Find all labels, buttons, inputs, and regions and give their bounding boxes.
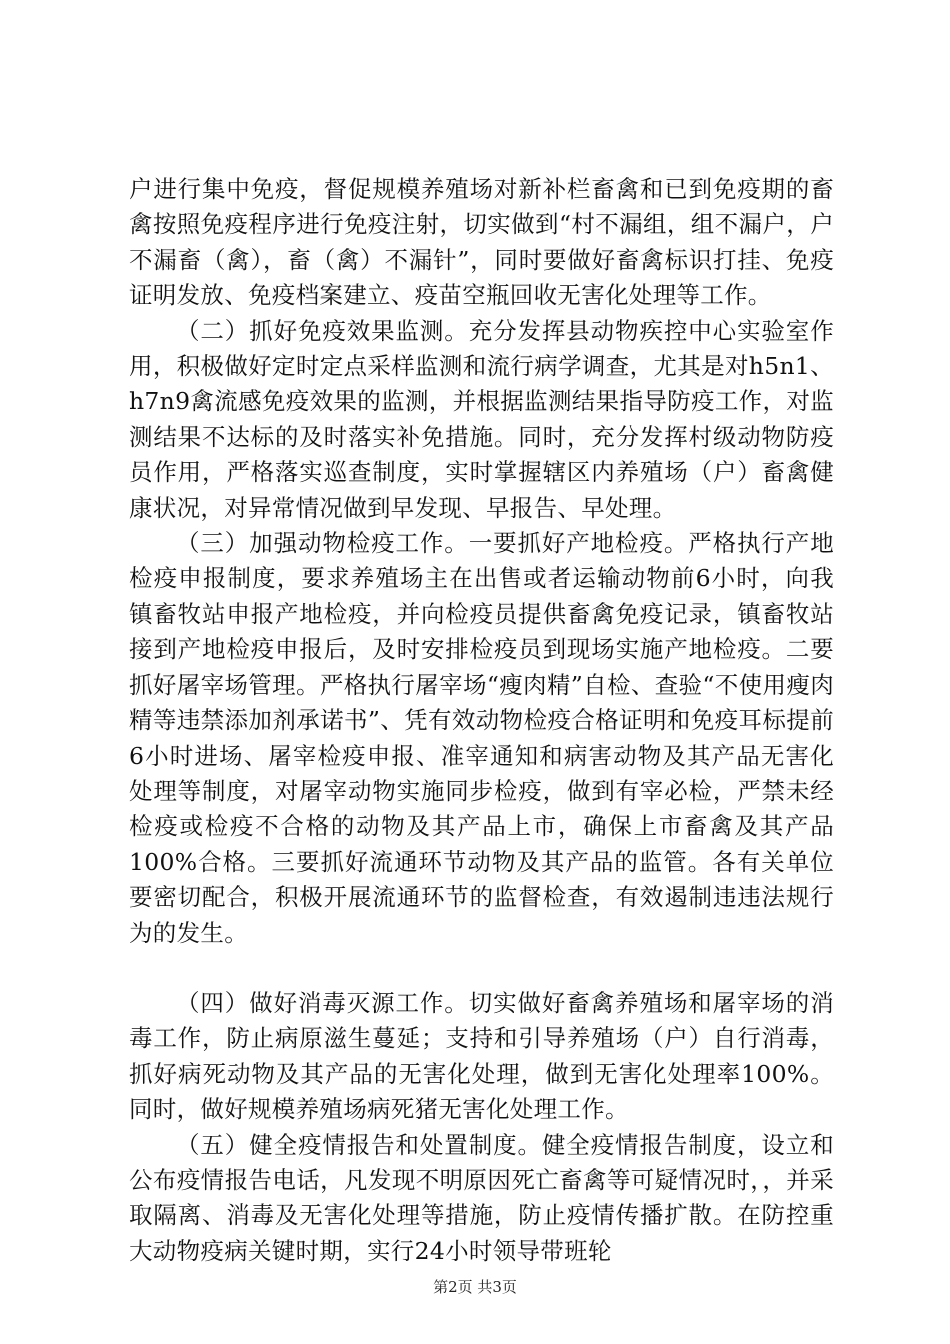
paragraph-continuation: 户进行集中免疫，督促规模养殖场对新补栏畜禽和已到免疫期的畜禽按照免疫程序进行免疫注射，切实做到“村不漏组，组不漏户，户不漏畜（禽），畜（禽）不漏针”，同时要做好畜禽标识打挂、免疫证明发放、免疫档案建立、疫苗空瓶回收无害化处理等工作。 [129, 175, 834, 310]
page-number-footer: 第2页 共3页 [433, 1278, 517, 1296]
document-body [129, 172, 834, 1269]
paragraph-section-5-reporting: （五）健全疫情报告和处置制度。健全疫情报告制度，设立和公布疫情报告电话，凡发现不明原因死亡畜禽等可疑情况时，，并采取隔离、消毒及无害化处理等措施，防止疫情传播扩散。在防控重大动物疫病关键时期，实行24小时领导带班轮 [129, 1130, 834, 1265]
paragraph-section-4-disinfection: （四）做好消毒灭源工作。切实做好畜禽养殖场和屠宰场的消毒工作，防止病原滋生蔓延；支持和引导养殖场（户）自行消毒，抓好病死动物及其产品的无害化处理，做到无害化处理率100%。同时，做好规模养殖场病死猪无害化处理工作。 [129, 988, 834, 1124]
paragraph-gap [129, 951, 834, 986]
paragraph-section-2-immunity-monitoring: （二）抓好免疫效果监测。充分发挥县动物疾控中心实验室作用，积极做好定时定点采样监测和流行病学调查，尤其是对h5n1、h7n9禽流感免疫效果的监测，并根据监测结果指导防疫工作，对监测结果不达标的及时落实补免措施。同时，充分发挥村级动物防疫员作用，严格落实巡查制度，实时掌握辖区内养殖场（户）畜禽健康状况，对异常情况做到早发现、早报告、早处理。 [129, 316, 834, 522]
paragraph-section-3-quarantine: （三）加强动物检疫工作。一要抓好产地检疫。严格执行产地检疫申报制度，要求养殖场主在出售或者运输动物前6小时，向我镇畜牧站申报产地检疫，并向检疫员提供畜禽免疫记录，镇畜牧站接到产地检疫申报后，及时安排检疫员到现场实施产地检疫。二要抓好屠宰场管理。严格执行屠宰场“瘦肉精”自检、查验“不使用瘦肉精等违禁添加剂承诺书”、凭有效动物检疫合格证明和免疫耳标提前6小时进场、屠宰检疫申报、准宰通知和病害动物及其产品无害化处理等制度，对屠宰动物实施同步检疫，做到有宰必检，严禁未经检疫或检疫不合格的动物及其产品上市，确保上市畜禽及其产品100%合格。三要抓好流通环节动物及其产品的监管。各有关单位要密切配合，积极开展流通环节的监督检查，有效遏制违违法规行为的发生。 [129, 529, 834, 947]
